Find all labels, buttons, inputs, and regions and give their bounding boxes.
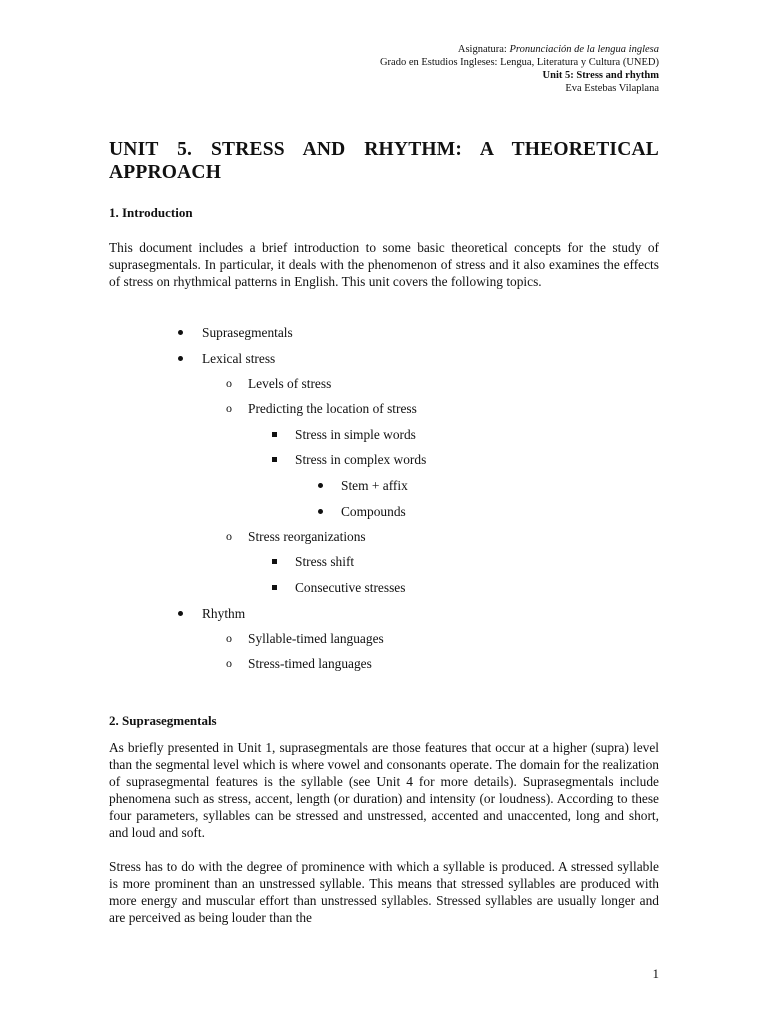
circle-bullet-icon: o [226,401,232,415]
circle-bullet-icon: o [226,656,232,670]
bullet-icon [178,611,183,616]
list-item: o Levels of stress [226,376,332,391]
list-item: Suprasegmentals [202,324,293,341]
header-subject-line [380,43,659,56]
page-header [380,43,659,95]
list-item: Consecutive stresses [295,579,405,596]
section-heading-introduction: 1. Introduction [109,205,193,220]
list-item: o Stress-timed languages [226,656,372,671]
list-item: o Predicting the location of stress [226,401,417,416]
header-degree: Grado en Estudios Ingleses: Lengua, Literatura y Cultura (UNED) [379,57,659,68]
list-item: Compounds [341,503,406,520]
intro-paragraph: This document includes a brief introduction to some basic theoretical concepts for the study of suprasegmentals. In particular, it deals with the phenomenon of stress and it also examines the effects of stress on rhythmical patterns in English. This unit covers the following topics. [109,240,659,289]
bullet-icon [178,330,183,335]
circle-bullet-icon: o [226,376,232,390]
bullet-icon [178,356,183,361]
list-item: Stress in simple words [295,426,416,443]
list-item: o Stress reorganizations [226,529,366,544]
bullet-icon [318,509,323,514]
square-bullet-icon [272,559,277,564]
bullet-icon [318,483,323,488]
header-unit: Unit 5: Stress and rhythm [542,70,659,81]
section-heading-suprasegmentals: 2. Suprasegmentals [109,713,217,728]
list-item: Rhythm [202,605,245,622]
title-line-2: APPROACH [109,162,222,183]
page-number: 1 [652,966,659,981]
header-subject-name: Pronunciación de la lengua inglesa [509,44,659,55]
square-bullet-icon [272,457,277,462]
list-item: Stem + affix [341,477,408,494]
circle-bullet-icon: o [226,529,232,543]
list-item: o Syllable-timed languages [226,631,384,646]
square-bullet-icon [272,432,277,437]
page-title [109,138,659,184]
list-item: Stress in complex words [295,451,426,468]
list-item: Stress shift [295,553,354,570]
header-subject-label: Asignatura: [457,44,507,55]
header-author: Eva Estebas Vilaplana [565,83,659,94]
list-item: Lexical stress [202,350,275,367]
title-line-1: UNIT 5. STRESS AND RHYTHM: A THEORETICAL [109,139,659,160]
suprasegmentals-paragraph-2: Stress has to do with the degree of prominence with which a syllable is produced. A stressed syllable is more prominent than an unstressed syllable. This means that stressed syllables are produced with more energy and muscular effort than unstressed syllables. Stressed syllables are usually longer and are perceived as being louder than the [109,859,659,925]
suprasegmentals-paragraph-1: As briefly presented in Unit 1, suprasegmentals are those features that occur at a higher (supra) level than the segmental level which is where vowel and consonants operate. The domain for the realization of suprasegmental features is the syllable (see Unit 4 for more details). Suprasegmentals include phenomena such as stress, accent, length (or duration) and intensity (or loudness). According to these four parameters, syllables can be stressed and unstressed, accented and unaccented, long and short, and loud and soft. [109,740,659,840]
circle-bullet-icon: o [226,631,232,645]
square-bullet-icon [272,585,277,590]
